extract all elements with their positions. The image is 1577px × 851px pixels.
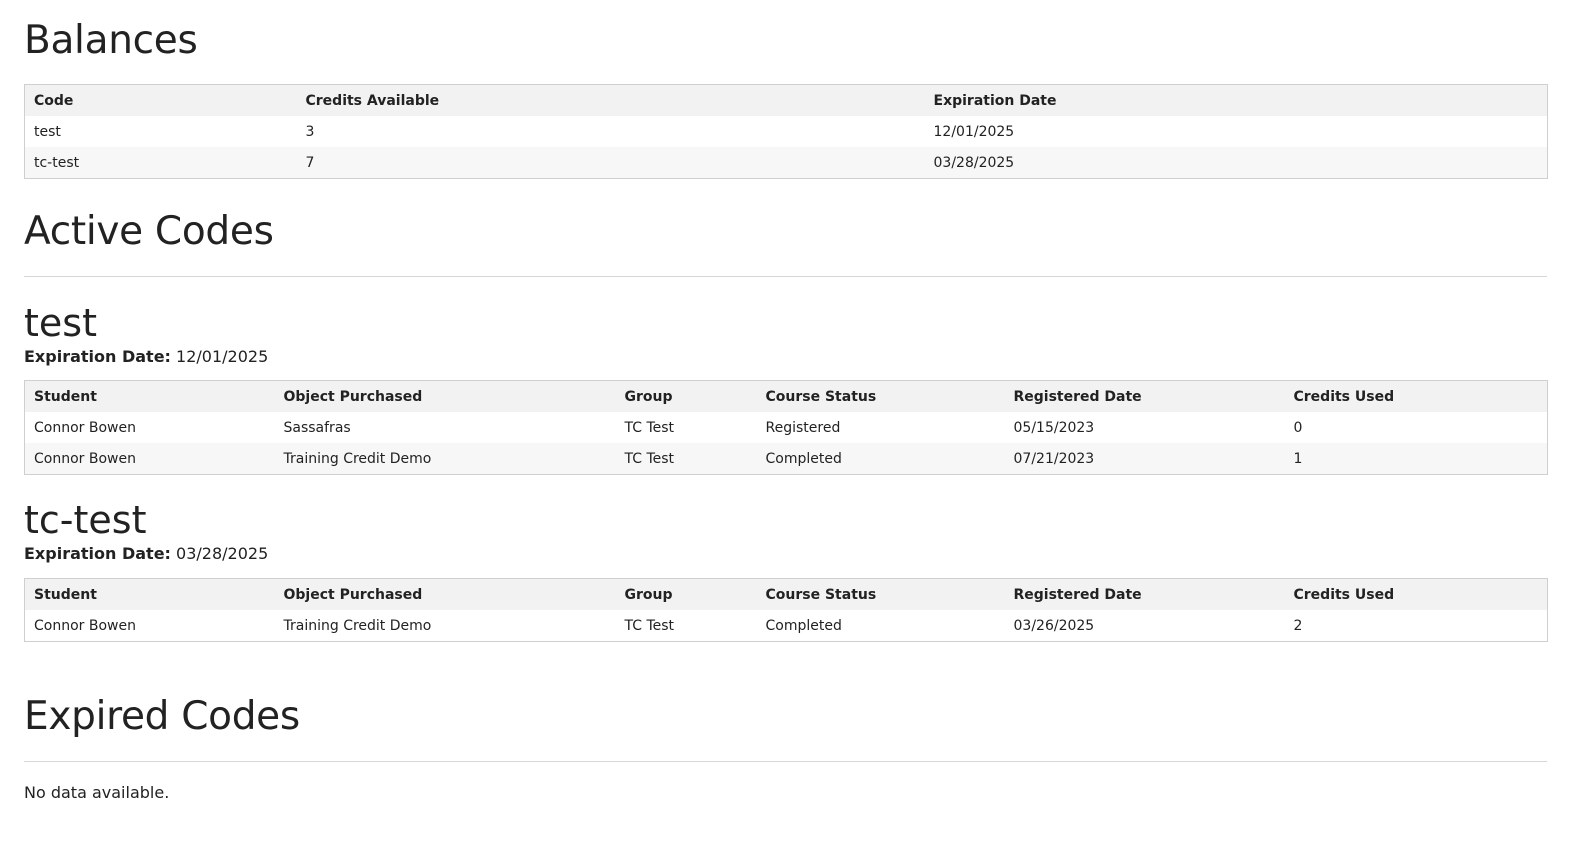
expiration-date-cell: 03/28/2025 [925,147,1548,179]
expiration-label: Expiration Date: [24,544,171,563]
credits-available-cell: 3 [297,116,925,147]
credits-available-cell: 7 [297,147,925,179]
column-header: Expiration Date [925,85,1548,117]
table-row [25,443,1548,475]
column-header: Object Purchased [275,579,616,611]
course-status-cell: Completed [757,443,1005,475]
group-cell: TC Test [616,610,757,642]
balances-title: Balances [24,18,198,63]
empty-state-text: No data available. [24,783,170,802]
column-header: Object Purchased [275,381,616,413]
code-cell: tc-test [25,147,297,179]
expiration-value: 03/28/2025 [176,544,269,563]
registered-date-cell: 05/15/2023 [1005,412,1285,443]
object-purchased-cell: Sassafras [275,412,616,443]
course-status-cell: Registered [757,412,1005,443]
student-cell: Connor Bowen [25,610,275,642]
balances-table [24,84,1548,179]
registered-date-cell: 07/21/2023 [1005,443,1285,475]
table-header-row [25,85,1548,117]
column-header: Course Status [757,381,1005,413]
expiration-date-cell: 12/01/2025 [925,116,1548,147]
credits-used-cell: 0 [1285,412,1548,443]
section-divider [24,276,1547,277]
table-row [25,412,1548,443]
column-header: Credits Available [297,85,925,117]
course-status-cell: Completed [757,610,1005,642]
column-header: Code [25,85,297,117]
column-header: Registered Date [1005,381,1285,413]
group-cell: TC Test [616,443,757,475]
expired-codes-title: Expired Codes [24,694,300,739]
object-purchased-cell: Training Credit Demo [275,610,616,642]
registered-date-cell: 03/26/2025 [1005,610,1285,642]
credits-used-cell: 2 [1285,610,1548,642]
column-header: Student [25,381,275,413]
code-title-tc-test: tc-test [24,498,147,542]
column-header: Credits Used [1285,579,1548,611]
group-cell: TC Test [616,412,757,443]
expiration-line [24,346,1547,368]
column-header: Student [25,579,275,611]
object-purchased-cell: Training Credit Demo [275,443,616,475]
column-header: Group [616,381,757,413]
page [24,0,1547,804]
table-header-row [25,381,1548,413]
table-row [25,147,1548,179]
expiration-value: 12/01/2025 [176,347,269,366]
credits-used-cell: 1 [1285,443,1548,475]
table-row [25,116,1548,147]
student-cell: Connor Bowen [25,443,275,475]
table-row [25,610,1548,642]
table-header-row [25,579,1548,611]
code-title-test: test [24,301,97,345]
section-divider [24,761,1547,762]
code-usage-table-tc-test [24,578,1548,642]
code-usage-table-test [24,380,1548,475]
student-cell: Connor Bowen [25,412,275,443]
column-header: Registered Date [1005,579,1285,611]
expiration-label: Expiration Date: [24,347,171,366]
active-codes-title: Active Codes [24,209,274,254]
column-header: Credits Used [1285,381,1548,413]
column-header: Course Status [757,579,1005,611]
column-header: Group [616,579,757,611]
expiration-line [24,543,1547,565]
code-cell: test [25,116,297,147]
